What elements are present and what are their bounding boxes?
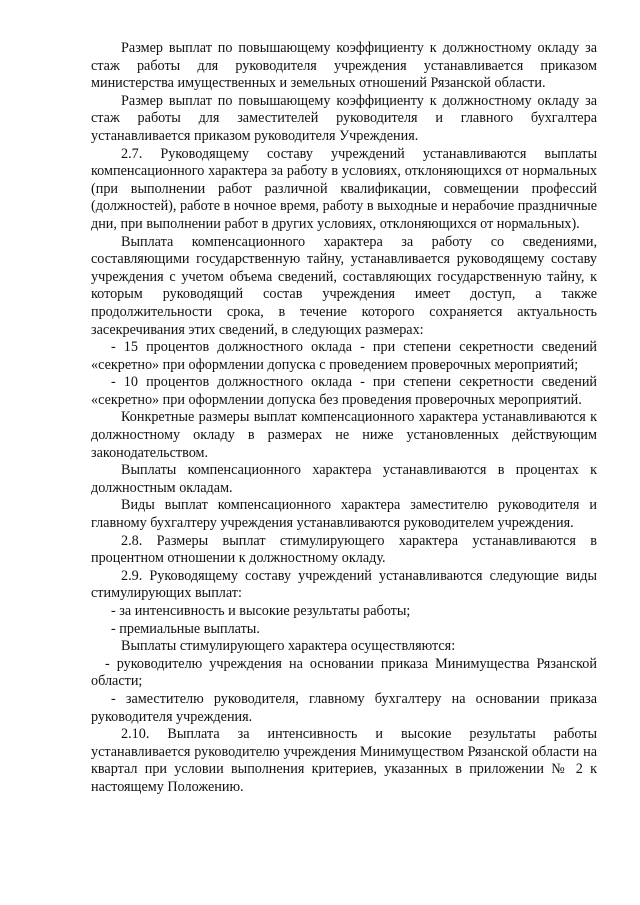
paragraph-deputy-compensation-types: Виды выплат компенсационного характера заместителю руководителя и главному бухгалтеру учреждения устанавливаются руководителем учреждения. [91, 497, 597, 532]
paragraph-percent-of-salary: Выплаты компенсационного характера устанавливаются в процентах к должностным окладам. [91, 462, 597, 496]
paragraph-2-9-incentive-types: 2.9. Руководящему составу учреждений устанавливаются следующие виды стимулирующих выплат: [91, 567, 597, 602]
list-item-deputy-order: - заместителю руководителя, главному бухгалтеру на основании приказа руководителя учреждения. [91, 690, 597, 725]
paragraph-director-seniority-pay: Размер выплат по повышающему коэффициенту к должностному окладу за стаж работы для руководителя учреждения устанавливается приказом министерства имущественных и земельных отношений Рязанской области. [91, 40, 597, 92]
list-item-bonus: - премиальные выплаты. [111, 620, 260, 637]
paragraph-incentive-made: Выплаты стимулирующего характера осуществляются: [121, 638, 456, 655]
paragraph-state-secret-pay: Выплата компенсационного характера за работу со сведениями, составляющими государственную тайну, устанавливается руководящему составу учреждения с учетом объема сведений, составляющих государственную тайну, к которым руководящий состав учреждения имеет доступ, а также продолжительности срока, в течение которого сохраняется актуальность засекречивания этих сведений, в следующих размерах: [91, 233, 597, 338]
paragraph-deputy-seniority-pay: Размер выплат по повышающему коэффициенту к должностному окладу за стаж работы для заместителей руководителя и главного бухгалтера устанавливается приказом руководителя Учреждения. [91, 92, 597, 144]
list-item-intensity: - за интенсивность и высокие результаты работы; [111, 603, 411, 619]
paragraph-2-8-incentive: 2.8. Размеры выплат стимулирующего характера устанавливаются в процентном отношении к должностному окладу. [91, 532, 597, 567]
document-body [91, 40, 597, 797]
list-item-15-percent: - 15 процентов должностного оклада - при степени секретности сведений «секретно» при оформлении допуска с проведением проверочных мероприятий; [91, 339, 597, 373]
paragraph-2-10-intensity-pay: 2.10. Выплата за интенсивность и высокие результаты работы устанавливается руководителю учреждения Минимуществом Рязанской области на квартал при условии выполнения критериев, указанных в приложении № 2 к настоящему Положению. [91, 726, 597, 795]
paragraph-2-7-compensation: 2.7. Руководящему составу учреждений устанавливаются выплаты компенсационного характера за работу в условиях, отклоняющихся от нормальных (при выполнении работ различной квалификации, совмещении профессий (должностей), работе в ночное время, работу в выходные и нерабочие праздничные дни, при выполнении работ в других условиях, отклоняющихся от нормальных). [91, 145, 597, 232]
list-item-director-order: - руководителю учреждения на основании приказа Минимущества Рязанской области; [91, 655, 597, 690]
paragraph-specific-amounts: Конкретные размеры выплат компенсационного характера устанавливаются к должностному окладу в размерах не ниже установленных действующим законодательством. [91, 409, 597, 461]
list-item-10-percent: - 10 процентов должностного оклада - при степени секретности сведений «секретно» при оформлении допуска без проведения проверочных мероприятий. [91, 374, 597, 408]
